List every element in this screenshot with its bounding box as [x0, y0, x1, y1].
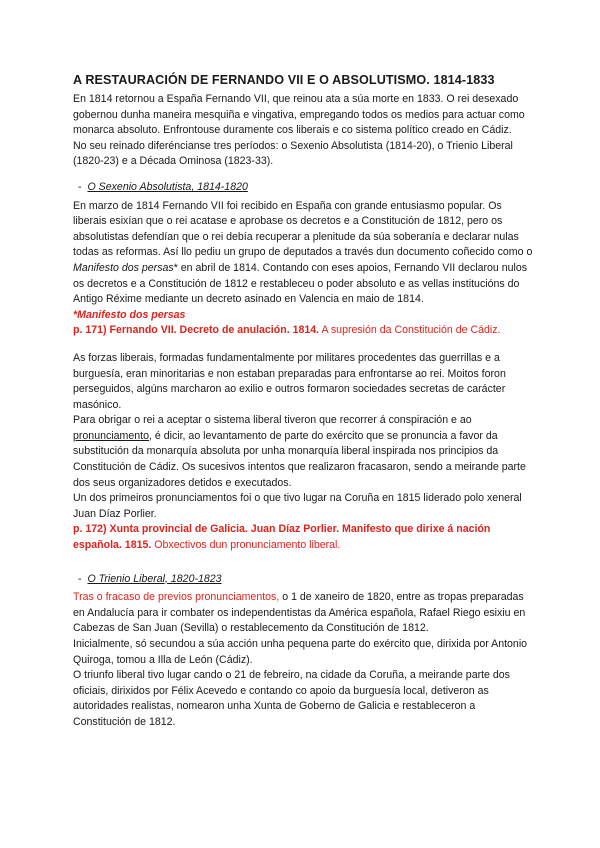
reference-subtitle: Obxectivos dun pronunciamento liberal. [151, 539, 341, 552]
reference-subtitle: A supresión da Constitución de Cádiz. [319, 324, 501, 337]
section-dash: - [78, 572, 85, 585]
intro-paragraph-2: No seu reinado diferéncianse tres períodos: o Sexenio Absolutista (1814-20), o Trienio Liberal (1820-23) e a Década Ominosa (1823-33). [73, 139, 513, 168]
page-title: A RESTAURACIÓN DE FERNANDO VII E O ABSOLUTISMO. 1814-1833 [73, 73, 495, 87]
reference-172[interactable] [73, 522, 533, 553]
text-span: o 1 de xaneiro de 1820, entre as tropas preparadas en Andalucía para ir combater os independentistas da América española, Rafael Riego esixiu en Cabezas de San Juan (Sevilla) o restablecemento da Constitución de 1812. [73, 591, 526, 635]
reference-title: p. 172) Xunta provincial de Galicia. Juan Díaz Porlier. Manifesto que dirixe á nación española. 1815. [73, 523, 491, 552]
text-span: Para obrigar o rei a aceptar o sistema liberal tiveron que recorrer á conspiración e ao [73, 414, 472, 427]
section-heading-sexenio [78, 180, 533, 196]
reference-title: p. 171) Fernando VII. Decreto de anulación. 1814. [73, 324, 320, 337]
trienio-paragraph-1 [73, 590, 533, 637]
highlight-text: Tras o fracaso de previos pronunciamentos, [73, 591, 280, 604]
section-heading-trienio [78, 572, 533, 588]
manifesto-note-link[interactable]: *Manifesto dos persas [73, 308, 186, 321]
pronunciamento-term: pronunciamento [73, 429, 149, 442]
text-span: , é dicir, ao levantamento de parte do exército que se pronuncia a favor da substitución da monarquía absoluta por unha monarquía liberal inspirada nos principios da Constitución de Cádiz. Os sucesivos intentos que realizaron fracasaron, sendo a meirande parte dos seus organizadores detidos e executados. [73, 429, 526, 489]
manifesto-title: Manifesto dos persas [73, 261, 174, 274]
reference-171[interactable] [73, 323, 533, 339]
document-content [73, 72, 533, 731]
section-dash: - [78, 180, 85, 193]
intro-paragraph-1: En 1814 retornou a España Fernando VII, que reinou ata a súa morte en 1833. O rei desexado gobernou dunha maneira mesquiña e vingativa, empregando todos os medios para actuar como monarca absoluto. Enfrontouse duramente cos liberais e co sistema político creado en Cádiz. [73, 93, 525, 137]
trienio-paragraph-3: O triunfo liberal tivo lugar cando o 21 de febreiro, na cidade da Coruña, a meirande parte dos oficiais, dirixidos por Félix Acevedo e contando co apoio da burguesía local, detiveron as autoridades realistas, nomearon unha Xunta de Goberno de Galicia e restableceron a Constitución de 1812. [73, 669, 510, 728]
sexenio-paragraph-2: As forzas liberais, formadas fundamentalmente por militares procedentes das guerrillas e a burguesía, eran minoritarias e non estaban preparadas para enfrontarse ao rei. Moitos foron perseguidos, algúns marcharon ao exilio e outros formaron sociedades secretas de carácter masónico. [73, 351, 506, 411]
spacer [73, 339, 533, 351]
text-span: En marzo de 1814 Fernando VII foi recibido en España con grande entusiasmo popular. Os liberais esixían que o rei acatase e aprobase os decretos e a Constitución de 1812, pero os absolutistas defendían que o rei debía recuperar a plenitude da súa soberanía e declarar nulas todas as reformas. Así llo pediu un grupo de deputados a través dun documento coñecido como o [73, 199, 533, 259]
section-heading-text: O Sexenio Absolutista, 1814-1820 [87, 180, 248, 193]
sexenio-paragraph-4: Un dos primeiros pronunciamentos foi o que tivo lugar na Coruña en 1815 liderado polo xeneral Juan Díaz Porlier. [73, 492, 522, 520]
spacer [73, 554, 533, 562]
text-span: * en abril de 1814. Contando con eses apoios, Fernando VII declarou nulos os decretos e a Constitución de 1812 e restableceu o poder absoluto e as vellas institucións do Antigo Réxime mediante un decreto asinado en Valencia en maio de 1814. [73, 261, 528, 306]
sexenio-paragraph-1 [73, 199, 533, 308]
section-heading-text: O Trienio Liberal, 1820-1823 [87, 572, 222, 585]
trienio-paragraph-2: Inicialmente, só secundou a súa acción unha pequena parte do exército que, dirixida por Antonio Quiroga, tomou a Illa de León (Cádiz). [73, 638, 528, 666]
sexenio-paragraph-3 [73, 413, 533, 491]
